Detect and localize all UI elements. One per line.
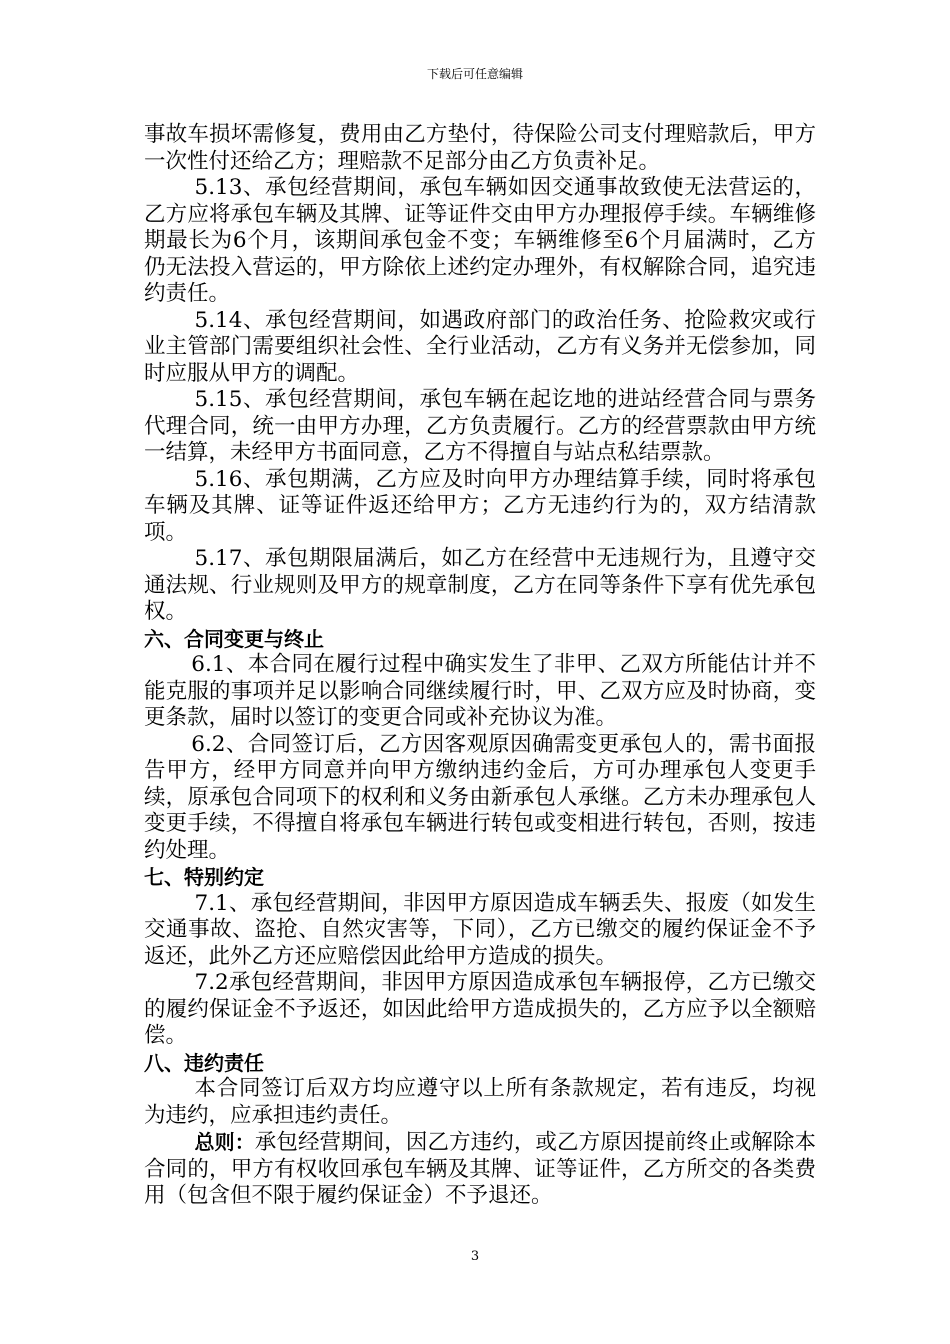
paragraph-8-general (144, 1129, 816, 1210)
paragraph-5-14: 5.14、承包经营期间，如遇政府部门的政治任务、抢险救灾或行业主管部门需要组织社会性、全行业活动，乙方有义务并无偿参加，同时应服从甲方的调配。 (144, 307, 816, 386)
paragraph-5-16: 5.16、承包期满，乙方应及时向甲方办理结算手续，同时将承包车辆及其牌、证等证件返还给甲方；乙方无违约行为的，双方结清款项。 (144, 466, 816, 545)
paragraph-7-1: 7.1、承包经营期间，非因甲方原因造成车辆丢失、报废（如发生交通事故、盗抢、自然灾害等，下同），乙方已缴交的履约保证金不予返还，此外乙方还应赔偿因此给甲方造成的损失。 (144, 890, 816, 969)
section-heading-6: 六、合同变更与终止 (144, 626, 324, 651)
paragraph-5-17: 5.17、承包期限届满后，如乙方在经营中无违规行为，且遵守交通法规、行业规则及甲方的规章制度，乙方在同等条件下享有优先承包权。 (144, 546, 816, 624)
paragraph-6-1: 6.1、本合同在履行过程中确实发生了非甲、乙双方所能估计并不能克服的事项并足以影响合同继续履行时，甲、乙双方应及时协商，变更条款，届时以签订的变更合同或补充协议为准。 (144, 652, 816, 730)
general-clause-label: 总则： (194, 1130, 255, 1154)
paragraph-5-15: 5.15、承包经营期间，承包车辆在起讫地的进站经营合同与票务代理合同，统一由甲方办理，乙方负责履行。乙方的经营票款由甲方统一结算，未经甲方书面同意，乙方不得擅自与站点私结票款。 (144, 387, 816, 465)
paragraph-6-2: 6.2、合同签订后，乙方因客观原因确需变更承包人的，需书面报告甲方，经甲方同意并向甲方缴纳违约金后，方可办理承包人变更手续，原承包合同项下的权利和义务由新承包人承继。乙方未办理承包人变更手续，不得擅自将承包车辆进行转包或变相进行转包，否则，按违约处理。 (144, 731, 816, 863)
section-heading-7: 七、特别约定 (144, 865, 264, 889)
general-clause-text: 承包经营期间，因乙方违约，或乙方原因提前终止或解除本合同的，甲方有权收回承包车辆及其牌、证等证件，乙方所交的各类费用（包含但不限于履约保证金）不予退还。 (144, 1130, 816, 1208)
paragraph-5-13: 5.13、承包经营期间，承包车辆如因交通事故致使无法营运的，乙方应将承包车辆及其牌、证等证件交由甲方办理报停手续。车辆维修期最长为6个月，该期间承包金不变；车辆维修至6个月届满时，乙方仍无法投入营运的，甲方除依上述约定办理外，有权解除合同，追究违约责任。 (144, 175, 816, 306)
paragraph-8-1: 本合同签订后双方均应遵守以上所有条款规定，若有违反，均视为违约，应承担违约责任。 (144, 1076, 816, 1128)
section-heading-8: 八、违约责任 (144, 1050, 264, 1075)
page-header: 下载后可任意编辑 (426, 67, 523, 81)
paragraph-7-2: 7.2承包经营期间，非因甲方原因造成承包车辆报停，乙方已缴交的履约保证金不予返还，如因此给甲方造成损失的，乙方应予以全额赔偿。 (144, 970, 816, 1048)
page-number: 3 (470, 1249, 480, 1264)
document-body (144, 122, 816, 1210)
paragraph-accident-repair: 事故车损坏需修复，费用由乙方垫付，待保险公司支付理赔款后，甲方一次性付还给乙方；理赔款不足部分由乙方负责补足。 (144, 122, 816, 174)
